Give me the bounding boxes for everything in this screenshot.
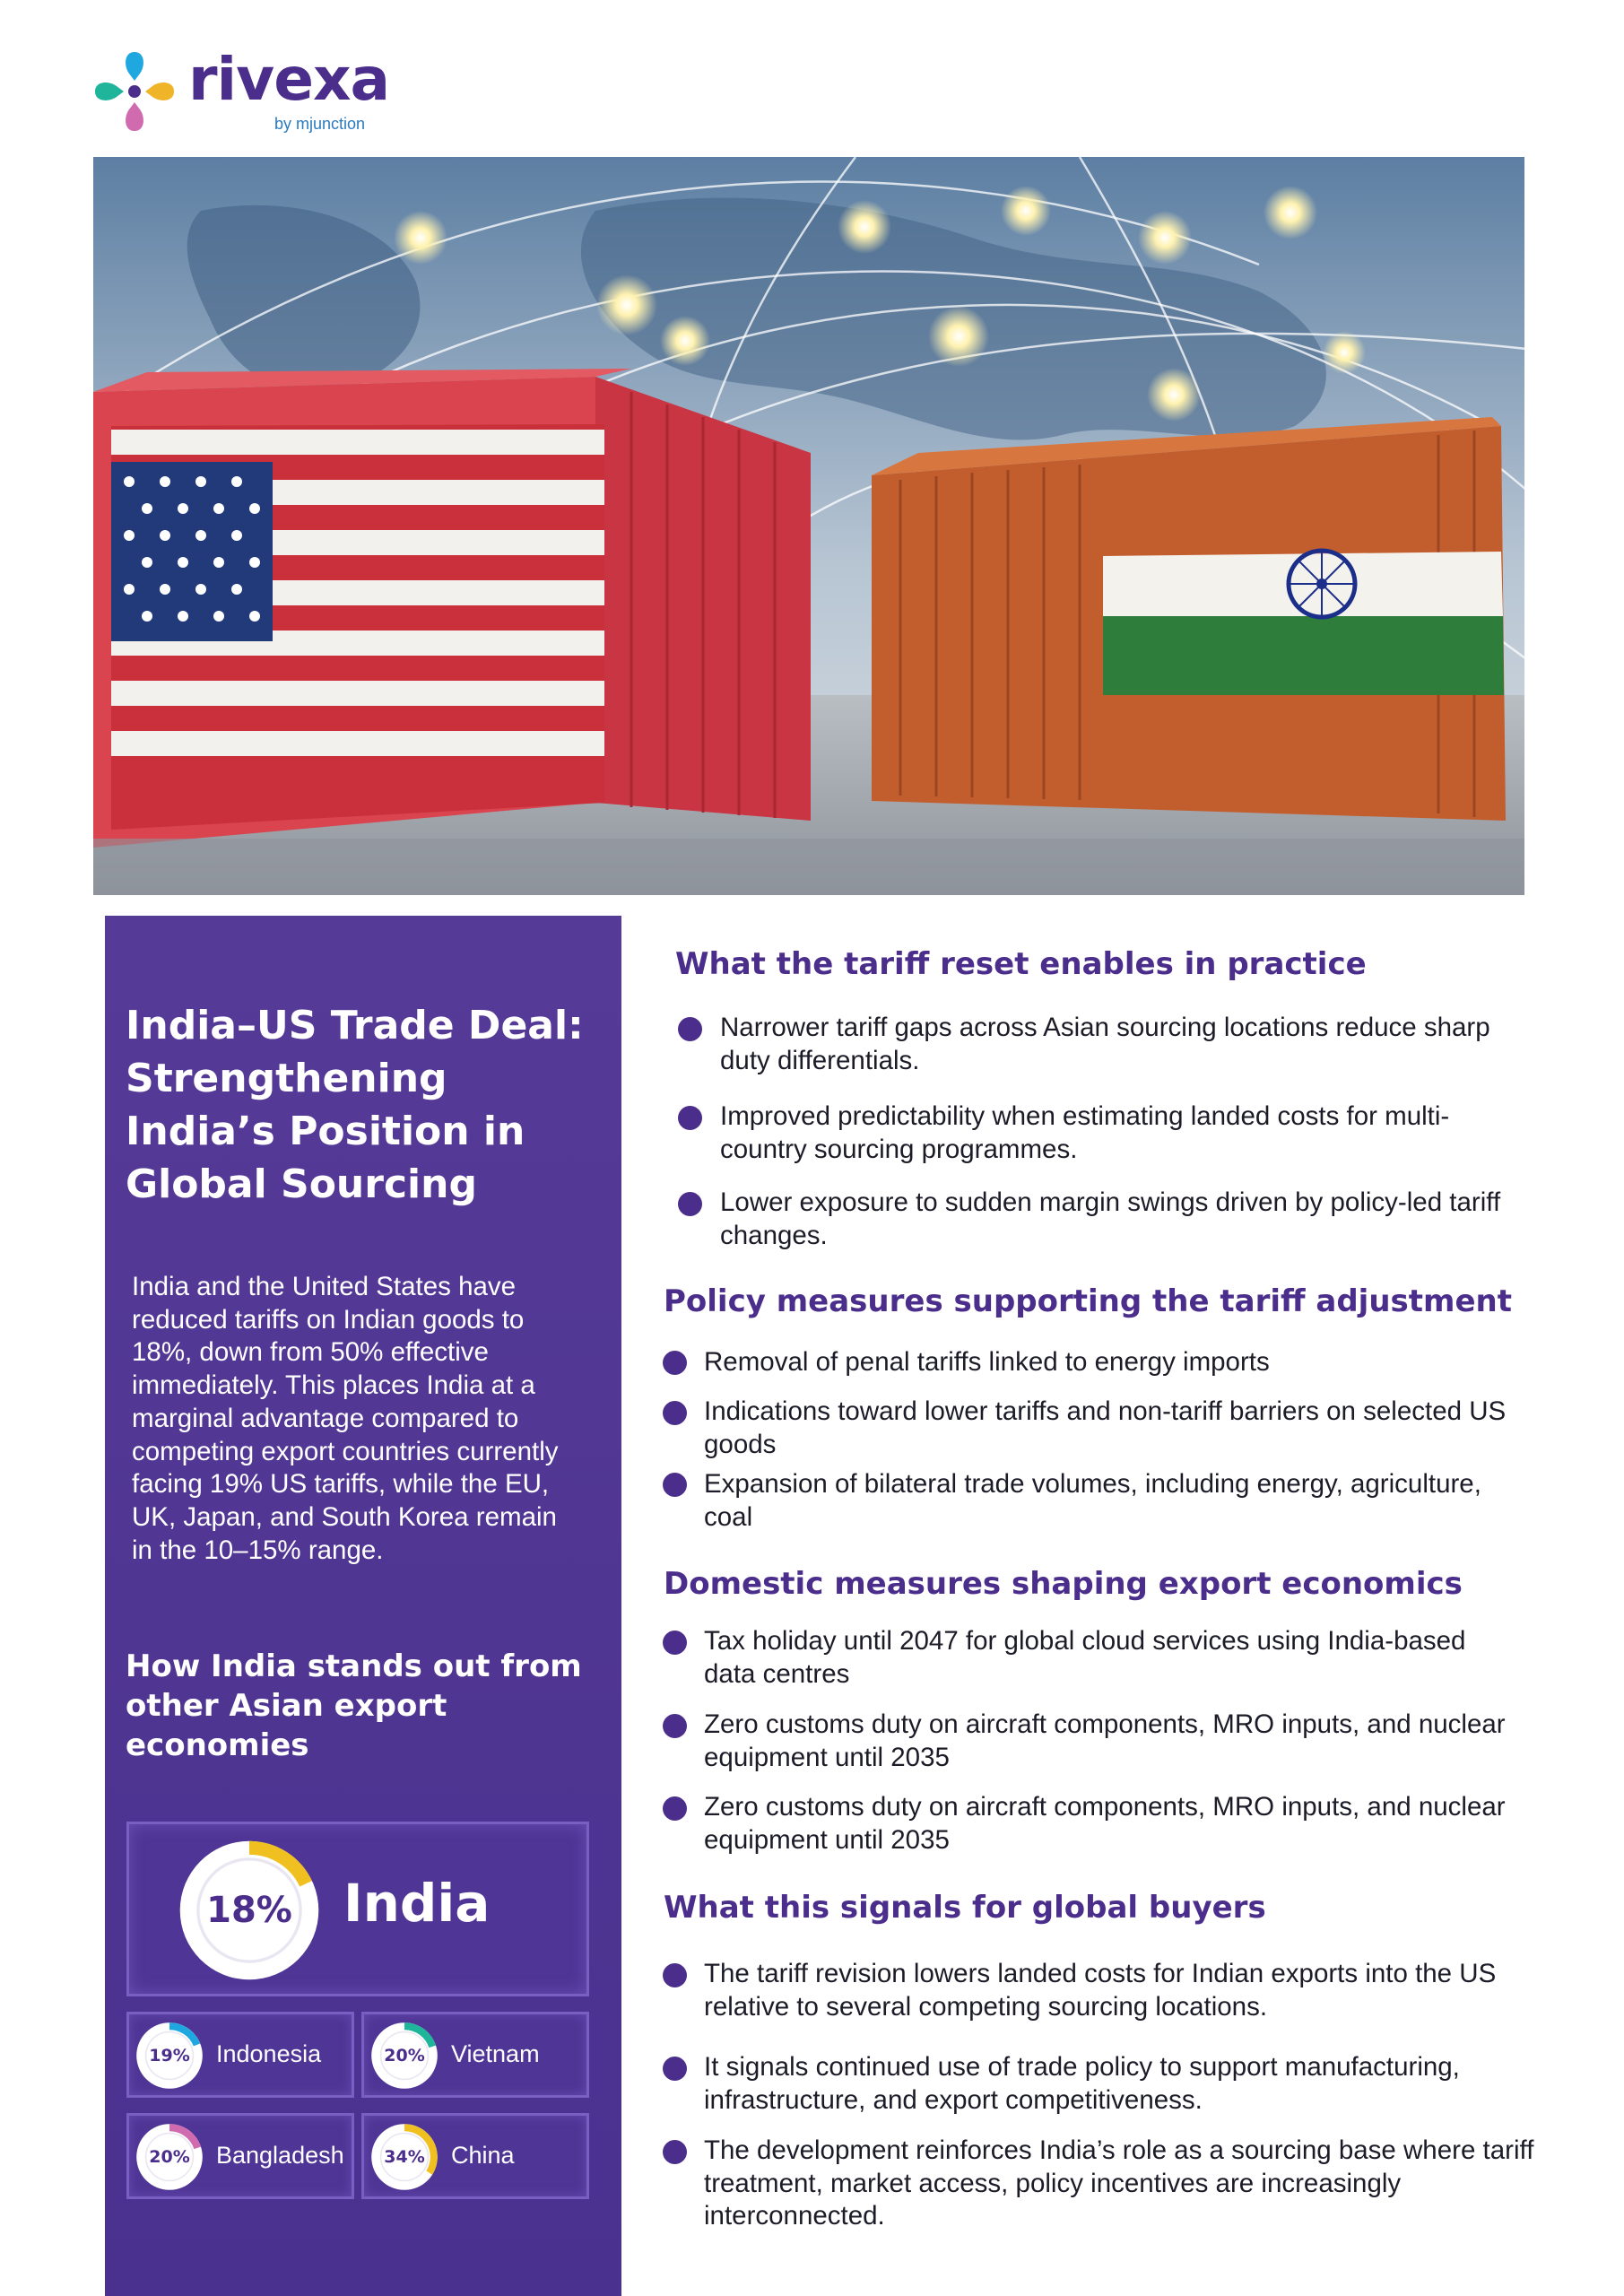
brand-name: rivexa — [188, 45, 390, 114]
bullet-text: Improved predictability when estimating landed costs for multi-country sourcing programmes. — [720, 1101, 1450, 1164]
comparison-heading: How India stands out from other Asian export economies — [126, 1648, 582, 1763]
brand-tagline: by mjunction — [274, 115, 366, 133]
country-card-vietnam — [361, 2012, 589, 2098]
section-heading: What the tariff reset enables in practice — [675, 946, 1367, 982]
bullet-dot — [663, 1351, 687, 1375]
country-card-indonesia — [126, 2012, 354, 2098]
bullet-text: Zero customs duty on aircraft components, MRO inputs, and nuclear equipment until 2035 — [704, 1709, 1506, 1772]
country-card-china — [361, 2113, 589, 2199]
section-heading: Policy measures supporting the tariff adjustment — [664, 1283, 1512, 1319]
bullet-dot — [678, 1106, 702, 1130]
bullet-dot — [663, 1714, 687, 1738]
bullet-dot — [663, 1401, 687, 1425]
bullet-text: It signals continued use of trade policy to support manufacturing, infrastructure, and export competitiveness. — [704, 2052, 1460, 2115]
bullet-dot — [678, 1192, 702, 1216]
bullet-text: Lower exposure to sudden margin swings driven by policy-led tariff changes. — [720, 1187, 1501, 1250]
bullet-text: Tax holiday until 2047 for global cloud services using India-based data centres — [704, 1626, 1466, 1689]
bullet-dot — [678, 1017, 702, 1041]
bullet-text: The tariff revision lowers landed costs for Indian exports into the US relative to several competing sourcing locations. — [704, 1959, 1497, 2022]
bullet-dot — [663, 2057, 687, 2081]
summary-paragraph: India and the United States have reduced tariffs on Indian goods to 18%, down from 50% effective immediately. This places India at a marginal advantage compared to competing export countries currently facing 19% US tariffs, while the EU, UK, Japan, and South Korea remain in the 10–15% range. — [132, 1272, 559, 1565]
bullet-dot — [663, 2140, 687, 2164]
bullet-dot — [663, 1473, 687, 1497]
section-heading: Domestic measures shaping export economics — [664, 1566, 1463, 1602]
bangladesh-label: Bangladesh — [216, 2142, 344, 2169]
bullet-dot — [663, 1796, 687, 1821]
bullet-text: Indications toward lower tariffs and non-tariff barriers on selected US goods — [704, 1396, 1507, 1459]
bullet-text: Removal of penal tariffs linked to energy imports — [704, 1347, 1270, 1377]
indonesia-tariff-value: 19% — [149, 2046, 190, 2066]
rivexa-logo-icon — [90, 47, 179, 136]
bullet-text: Zero customs duty on aircraft components, MRO inputs, and nuclear equipment until 2035 — [704, 1792, 1506, 1855]
containers-illustration — [93, 157, 1524, 895]
india-tariff-card — [126, 1822, 589, 1996]
china-tariff-value: 34% — [384, 2147, 425, 2167]
hero-image — [93, 157, 1524, 895]
vietnam-tariff-value: 20% — [384, 2046, 425, 2066]
country-card-bangladesh — [126, 2113, 354, 2199]
page-title: India–US Trade Deal: Strengthening India’s Position in Global Sourcing — [126, 1003, 584, 1207]
bullet-text: Expansion of bilateral trade volumes, including energy, agriculture, coal — [704, 1469, 1481, 1532]
india-tariff-value: 18% — [206, 1890, 292, 1931]
bullet-dot — [663, 1963, 687, 1987]
brand-logo — [90, 43, 390, 142]
bullet-dot — [663, 1631, 687, 1655]
china-label: China — [451, 2142, 515, 2169]
vietnam-label: Vietnam — [451, 2040, 540, 2067]
bullet-text: The development reinforces India’s role as a sourcing base where tariff treatment, market access, policy incentives are increasingly interconnected. — [704, 2135, 1534, 2231]
bangladesh-tariff-value: 20% — [149, 2147, 190, 2167]
indonesia-label: Indonesia — [216, 2040, 322, 2067]
section-heading: What this signals for global buyers — [664, 1890, 1266, 1926]
india-label: India — [343, 1873, 491, 1934]
bullet-text: Narrower tariff gaps across Asian sourcing locations reduce sharp duty differentials. — [720, 1013, 1490, 1075]
